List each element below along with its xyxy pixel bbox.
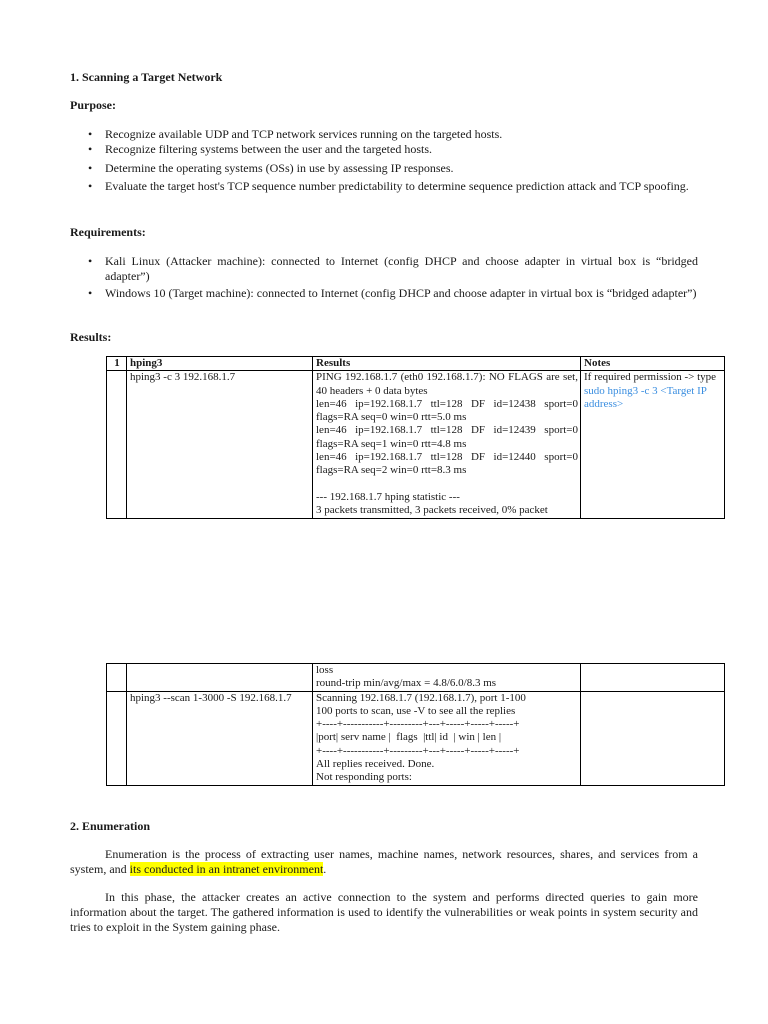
result-line: round-trip min/avg/max = 4.8/6.0/8.3 ms [316, 677, 497, 690]
notes-command: sudo hping3 -c 3 <Target IP address> [584, 384, 707, 410]
enumeration-paragraph-2: In this phase, the attacker creates an active connection to the system and performs directed queries to gain more information about the target. The gathered information is used to identify the vulnerabilities or weak points in system security and tries to exploit in the System gaining phase. [70, 890, 698, 934]
results-cell [313, 371, 581, 519]
notes-cell [581, 664, 725, 692]
result-line: 3 packets transmitted, 3 packets received, 0% packet [316, 503, 548, 516]
paragraph-text: Enumeration is the process of extracting user names, machine names, network resources, shares, and services from a system, and [70, 847, 698, 876]
result-line: |port| serv name | flags |ttl| id | win | len | [316, 731, 502, 744]
results-table-part2 [106, 663, 725, 786]
requirement-item: • Kali Linux (Attacker machine): connected to Internet (config DHCP and choose adapter in virtual box is “bridged adapter”) [70, 254, 698, 284]
highlighted-text: its conducted in an intranet environment [129, 862, 324, 876]
section-title-enumeration: 2. Enumeration [70, 819, 151, 833]
table-row [107, 664, 725, 692]
result-line: All replies received. Done. [316, 758, 435, 771]
table-header-row [107, 357, 725, 371]
command-cell: hping3 -c 3 192.168.1.7 [127, 371, 313, 519]
result-line: 100 ports to scan, use -V to see all the replies [316, 704, 516, 717]
header-tool: hping3 [127, 357, 313, 371]
results-table-part1 [106, 356, 725, 519]
purpose-item: • Determine the operating systems (OSs) in use by assessing IP responses. [70, 161, 698, 176]
result-line: PING 192.168.1.7 (eth0 192.168.1.7): NO FLAGS are set, 40 headers + 0 data bytes [316, 371, 578, 397]
requirements-list [70, 254, 698, 301]
result-line: len=46 ip=192.168.1.7 ttl=128 DF id=12439 sport=0 flags=RA seq=1 win=0 rtt=4.8 ms [316, 424, 578, 450]
result-line: +----+-----------+---------+---+-----+-----+-----+ [316, 718, 520, 731]
purpose-list [70, 127, 698, 194]
section-title-scanning: 1. Scanning a Target Network [70, 70, 223, 84]
result-line: Scanning 192.168.1.7 (192.168.1.7), port 1-100 [316, 691, 526, 704]
notes-text: If required permission -> type [584, 371, 717, 384]
purpose-item: • Recognize filtering systems between the user and the targeted hosts. [70, 142, 698, 157]
notes-cell [581, 371, 725, 519]
row-num-cell [107, 371, 127, 519]
table-row [107, 691, 725, 785]
header-results: Results [313, 357, 581, 371]
row-num-cell [107, 691, 127, 785]
results-label: Results: [70, 330, 112, 344]
results-cell [313, 664, 581, 692]
row-num-cell [107, 664, 127, 692]
table-row [107, 371, 725, 519]
purpose-label: Purpose: [70, 98, 116, 112]
results-cell [313, 691, 581, 785]
result-line: len=46 ip=192.168.1.7 ttl=128 DF id=12438 sport=0 flags=RA seq=0 win=0 rtt=5.0 ms [316, 397, 578, 424]
header-num: 1 [107, 357, 127, 371]
result-line: --- 192.168.1.7 hping statistic --- [316, 490, 460, 503]
result-line-blank [316, 478, 578, 491]
enumeration-paragraph-1 [70, 847, 698, 877]
command-cell [127, 664, 313, 692]
notes-cell [581, 691, 725, 785]
requirement-item: • Windows 10 (Target machine): connected to Internet (config DHCP and choose adapter in virtual box is “bridged adapter”) [70, 286, 698, 301]
result-line: loss [316, 664, 334, 676]
requirements-label: Requirements: [70, 225, 146, 239]
command-cell: hping3 --scan 1-3000 -S 192.168.1.7 [127, 691, 313, 785]
result-line: len=46 ip=192.168.1.7 ttl=128 DF id=12440 sport=0 flags=RA seq=2 win=0 rtt=8.3 ms [316, 451, 578, 477]
result-line: Not responding ports: [316, 771, 412, 784]
purpose-item: • Recognize available UDP and TCP network services running on the targeted hosts. [70, 127, 698, 142]
header-notes: Notes [581, 357, 725, 371]
paragraph-text-end: . [323, 862, 327, 876]
purpose-item: • Evaluate the target host's TCP sequence number predictability to determine sequence prediction attack and TCP spoofing. [70, 179, 698, 194]
result-line: +----+-----------+---------+---+-----+-----+-----+ [316, 744, 520, 757]
